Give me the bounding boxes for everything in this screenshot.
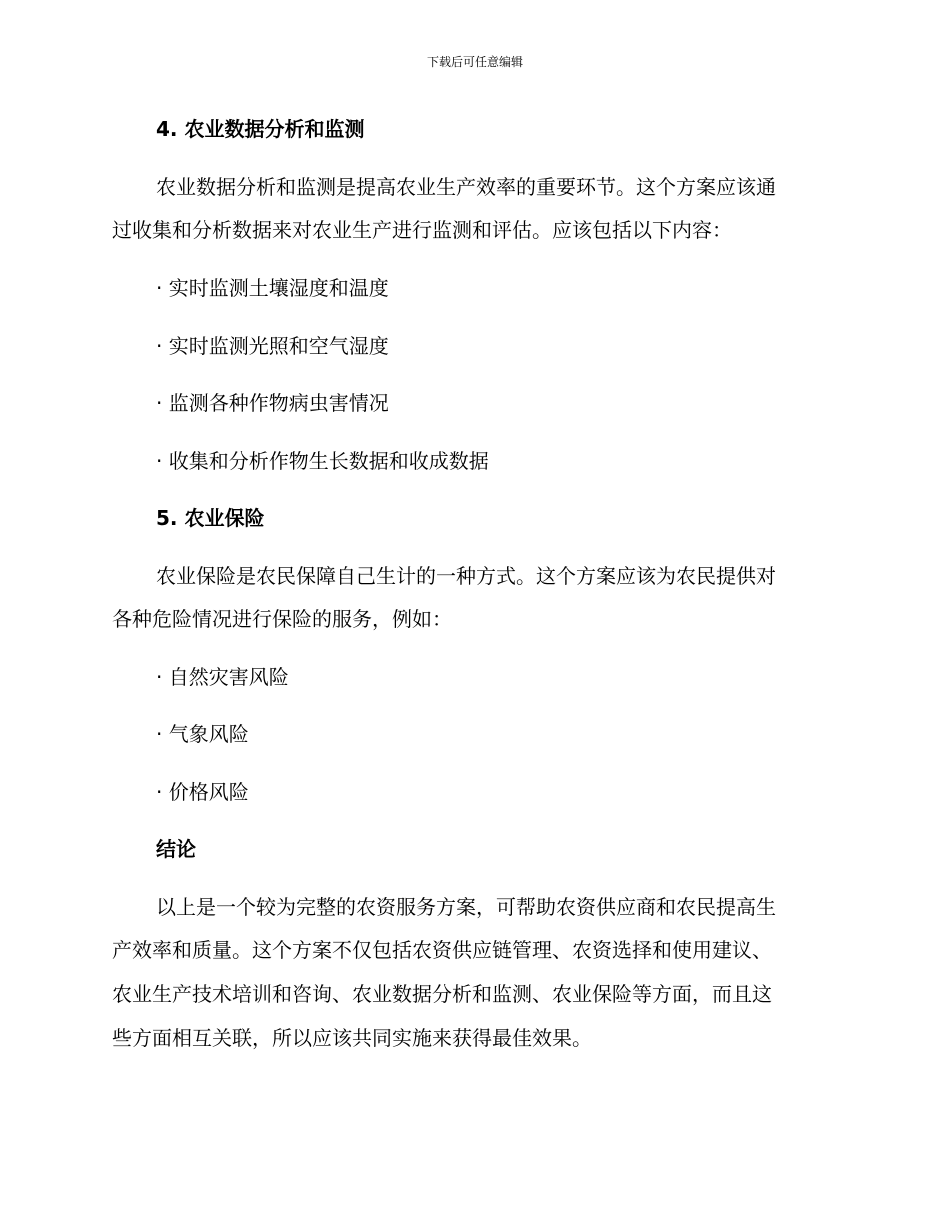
section5-bullet-2: · 气象风险	[156, 722, 249, 746]
conclusion-heading: 结论	[156, 837, 196, 861]
section4-bullet-2: · 实时监测光照和空气湿度	[156, 334, 389, 358]
section4-bullet-1: · 实时监测土壤湿度和温度	[156, 276, 389, 300]
section5-paragraph-line-2: 各种危险情况进行保险的服务，例如：	[112, 607, 452, 631]
section4-bullet-3: · 监测各种作物病虫害情况	[156, 391, 389, 415]
section5-bullet-3: · 价格风险	[156, 780, 249, 804]
section4-heading: 4. 农业数据分析和监测	[156, 117, 365, 141]
section5-bullet-1: · 自然灾害风险	[156, 665, 289, 689]
header-note: 下载后可任意编辑	[426, 55, 523, 69]
section5-heading: 5. 农业保险	[156, 506, 265, 530]
conclusion-paragraph-line-3: 农业生产技术培训和咨询、农业数据分析和监测、农业保险等方面，而且这	[112, 982, 772, 1006]
section4-paragraph-line-2: 过收集和分析数据来对农业生产进行监测和评估。应该包括以下内容：	[112, 218, 732, 242]
section5-paragraph-line-1: 农业保险是农民保障自己生计的一种方式。这个方案应该为农民提供对	[156, 564, 776, 588]
conclusion-paragraph-line-2: 产效率和质量。这个方案不仅包括农资供应链管理、农资选择和使用建议、	[112, 938, 772, 962]
conclusion-paragraph-line-4: 些方面相互关联，所以应该共同实施来获得最佳效果。	[112, 1026, 592, 1050]
section4-paragraph-line-1: 农业数据分析和监测是提高农业生产效率的重要环节。这个方案应该通	[156, 175, 776, 199]
conclusion-paragraph-line-1: 以上是一个较为完整的农资服务方案，可帮助农资供应商和农民提高生	[156, 895, 776, 919]
section4-bullet-4: · 收集和分析作物生长数据和收成数据	[156, 449, 489, 473]
